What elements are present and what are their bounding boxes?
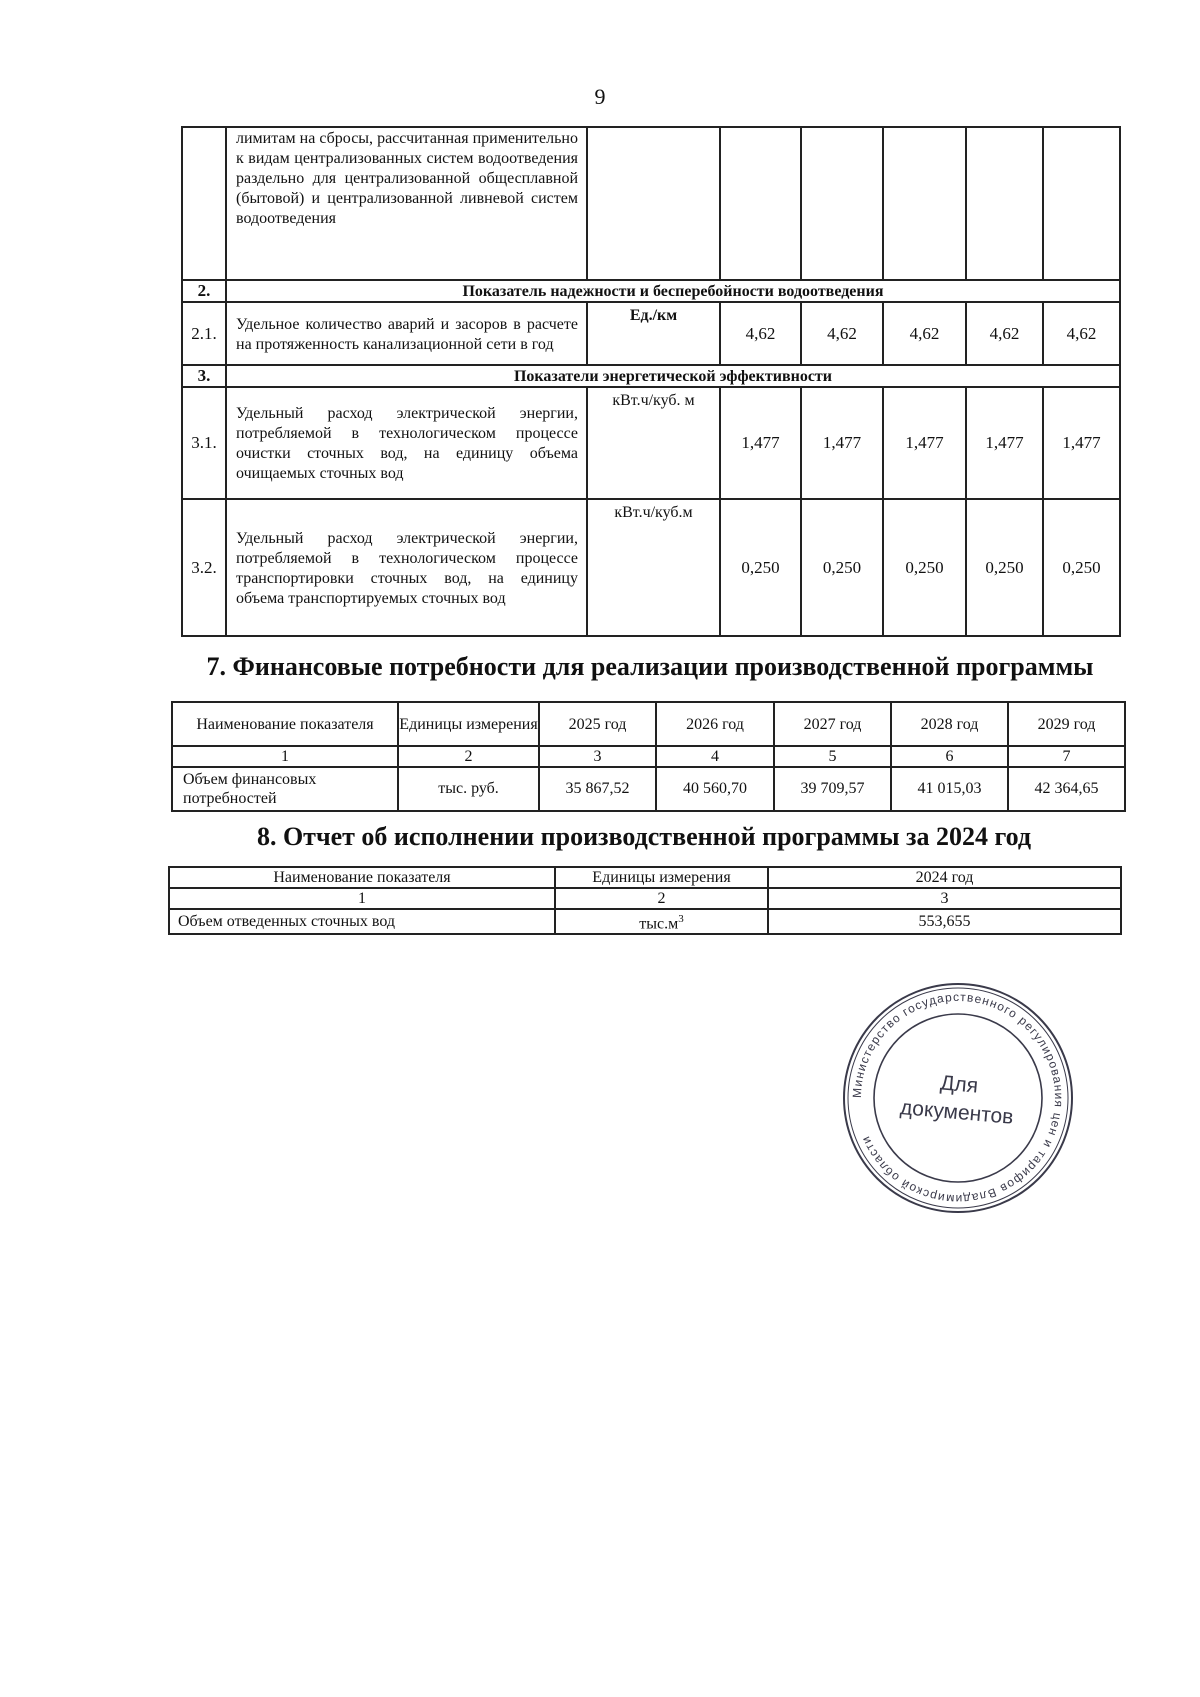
column-header: 2029 год: [1008, 702, 1125, 746]
row-number: 3.1.: [182, 387, 226, 499]
column-number: 4: [656, 746, 774, 767]
indicator-value: 4,62: [966, 302, 1043, 365]
column-header: 2027 год: [774, 702, 891, 746]
column-number: 3: [539, 746, 656, 767]
section-title: Показатели энергетической эффективности: [226, 365, 1120, 387]
indicator-value: 4,62: [1043, 302, 1120, 365]
stamp-outer-ring-inner: [848, 988, 1068, 1208]
indicator-value: 0,250: [883, 499, 966, 636]
column-number: 2: [555, 888, 768, 909]
indicator-name: Объем финансовых потребностей: [172, 767, 398, 811]
finance-table: [171, 701, 1126, 812]
indicator-value: 1,477: [883, 387, 966, 499]
unit-text: тыс.м: [639, 915, 679, 933]
row-number: 2.1.: [182, 302, 226, 365]
indicator-value: 1,477: [720, 387, 801, 499]
report-table: [168, 866, 1122, 935]
table-row: [172, 767, 1125, 811]
indicator-unit: тыс. руб.: [398, 767, 539, 811]
indicator-value: 0,250: [966, 499, 1043, 636]
report-heading: 8. Отчет об исполнении производственной программы за 2024 год: [256, 822, 1032, 851]
column-number: 3: [768, 888, 1121, 909]
stamp-outer-ring: [844, 984, 1072, 1212]
table-row: [182, 387, 1120, 499]
column-header: 2024 год: [768, 867, 1121, 888]
table-row: [182, 499, 1120, 636]
table-row: [182, 127, 1120, 280]
finance-value: 41 015,03: [891, 767, 1008, 811]
indicator-value: 0,250: [720, 499, 801, 636]
stamp-inner-ring: [874, 1014, 1042, 1182]
page-number: 9: [594, 84, 606, 109]
column-number: 6: [891, 746, 1008, 767]
section-number: 2.: [182, 280, 226, 302]
column-number: 7: [1008, 746, 1125, 767]
indicator-value: 4,62: [801, 302, 883, 365]
indicator-unit: кВт.ч/куб.м: [587, 499, 720, 636]
report-value: 553,655: [768, 909, 1121, 934]
column-number: 1: [172, 746, 398, 767]
column-number-row: [172, 746, 1125, 767]
indicator-unit: кВт.ч/куб. м: [587, 387, 720, 499]
column-header: 2025 год: [539, 702, 656, 746]
indicator-value: 4,62: [883, 302, 966, 365]
indicators-table: [181, 126, 1121, 637]
finance-value: 35 867,52: [539, 767, 656, 811]
indicator-value: 0,250: [1043, 499, 1120, 636]
column-header: 2028 год: [891, 702, 1008, 746]
column-number: 2: [398, 746, 539, 767]
column-number: 5: [774, 746, 891, 767]
table-row: [169, 909, 1121, 934]
indicator-value: 0,250: [801, 499, 883, 636]
column-header: Единицы измерения: [555, 867, 768, 888]
indicator-value: 1,477: [1043, 387, 1120, 499]
indicator-name-continued: лимитам на сбросы, рассчитанная применительно к видам централизованных систем водоотведения раздельно для централизованной общесплавной (бытовой) и централизованной ливневой систем водоотведения: [226, 127, 587, 280]
column-number: 1: [169, 888, 555, 909]
finance-value: 40 560,70: [656, 767, 774, 811]
stamp-center-line2: документов: [899, 1096, 1015, 1129]
indicator-name: Удельный расход электрической энергии, потребляемой в технологическом процессе транспортировки сточных вод, на единицу объема транспортируемых сточных вод: [226, 499, 587, 636]
section-number: 3.: [182, 365, 226, 387]
column-header: Наименование показателя: [169, 867, 555, 888]
finance-value: 42 364,65: [1008, 767, 1125, 811]
table-header-row: [172, 702, 1125, 746]
stamp-ring-text: [850, 990, 1066, 1206]
row-number: 3.2.: [182, 499, 226, 636]
table-row: [182, 302, 1120, 365]
finance-heading: 7. Финансовые потребности для реализации производственной программы: [206, 652, 1094, 681]
indicator-name: Удельное количество аварий и засоров в расчете на протяженность канализационной сети в год: [226, 302, 587, 365]
table-header-row: [169, 867, 1121, 888]
section-title: Показатель надежности и бесперебойности водоотведения: [226, 280, 1120, 302]
indicator-name: Объем отведенных сточных вод: [169, 909, 555, 934]
stamp-center-line1: Для: [939, 1071, 980, 1098]
column-header: Единицы измерения: [398, 702, 539, 746]
indicator-value: 1,477: [966, 387, 1043, 499]
section-row: [182, 280, 1120, 302]
indicator-unit: [555, 909, 768, 934]
finance-value: 39 709,57: [774, 767, 891, 811]
stamp-ring-textpath: Министерство государственного регулирования цен и тарифов Владимирской области: [849, 989, 1067, 1207]
section-row: [182, 365, 1120, 387]
column-header: 2026 год: [656, 702, 774, 746]
column-header: Наименование показателя: [172, 702, 398, 746]
indicator-value: 4,62: [720, 302, 801, 365]
column-number-row: [169, 888, 1121, 909]
indicator-unit: Ед./км: [587, 302, 720, 365]
round-stamp: [838, 978, 1078, 1218]
indicator-name: Удельный расход электрической энергии, потребляемой в технологическом процессе очистки сточных вод, на единицу объема очищаемых сточных вод: [226, 387, 587, 499]
unit-superscript: 3: [678, 913, 684, 925]
indicator-value: 1,477: [801, 387, 883, 499]
